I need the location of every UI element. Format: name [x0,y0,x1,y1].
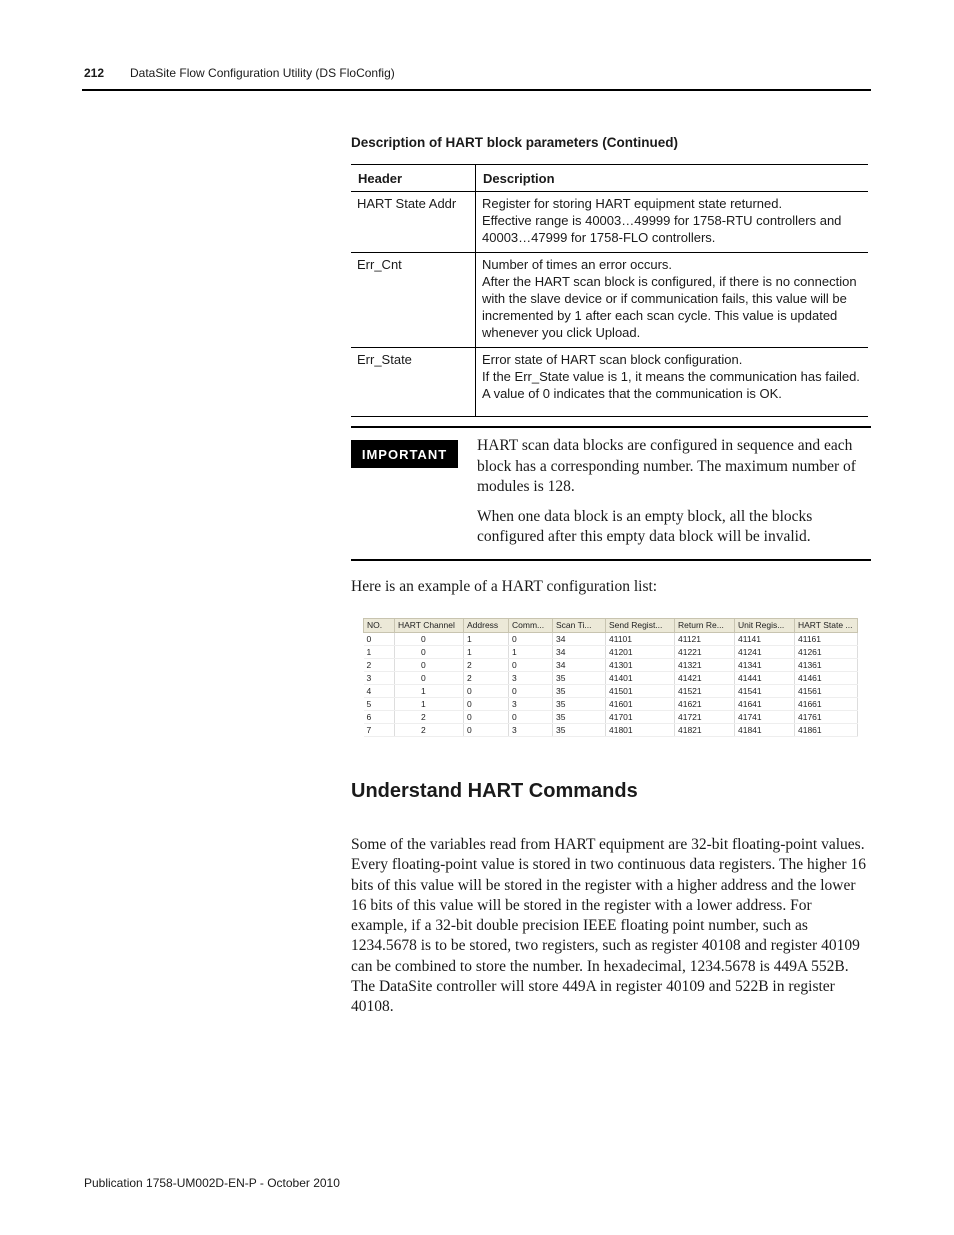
important-rule-bottom [351,559,871,561]
important-rule-top [351,426,871,428]
list-cell: 3 [509,698,553,711]
list-cell: 41621 [675,698,735,711]
list-cell: 41241 [735,646,795,659]
list-row[interactable] [364,711,858,724]
list-cell: 2 [464,659,509,672]
list-row[interactable] [364,685,858,698]
hart-parameter-table [351,164,868,417]
param-description [476,348,869,417]
list-cell: 0 [464,698,509,711]
list-cell: 41201 [606,646,675,659]
list-column-header[interactable]: HART State ... [795,619,858,633]
description-line: Register for storing HART equipment state returned. [482,196,783,211]
param-name: Err_Cnt [351,253,476,348]
important-text [477,436,867,557]
list-cell: 41401 [606,672,675,685]
list-cell: 2 [395,724,464,737]
list-cell: 35 [553,698,606,711]
list-cell: 1 [464,646,509,659]
list-cell: 1 [509,646,553,659]
param-name: HART State Addr [351,192,476,253]
description-line: A value of 0 indicates that the communication is OK. [482,386,782,401]
list-column-header[interactable]: HART Channel [395,619,464,633]
important-badge: IMPORTANT [351,440,458,468]
header-rule [82,89,871,91]
list-cell: 34 [553,633,606,646]
list-cell: 4 [364,685,395,698]
list-cell: 0 [464,685,509,698]
hart-configuration-list [363,618,858,737]
list-cell: 41561 [795,685,858,698]
list-cell: 0 [395,646,464,659]
list-cell: 0 [395,633,464,646]
list-cell: 41541 [735,685,795,698]
list-column-header[interactable]: Scan Ti... [553,619,606,633]
param-description [476,253,869,348]
list-row[interactable] [364,646,858,659]
table-row [351,192,868,253]
list-cell: 41841 [735,724,795,737]
list-cell: 41101 [606,633,675,646]
list-cell: 6 [364,711,395,724]
description-line: Number of times an error occurs. [482,257,673,272]
list-cell: 35 [553,672,606,685]
table-row [351,253,868,348]
list-cell: 3 [509,672,553,685]
list-cell: 0 [395,672,464,685]
list-cell: 41861 [795,724,858,737]
list-row[interactable] [364,633,858,646]
list-column-header[interactable]: Send Regist... [606,619,675,633]
list-cell: 41441 [735,672,795,685]
list-cell: 41221 [675,646,735,659]
list-cell: 0 [509,685,553,698]
table-caption: Description of HART block parameters (Continued) [351,135,679,150]
list-cell: 34 [553,646,606,659]
running-title: DataSite Flow Configuration Utility (DS FloConfig) [130,66,395,80]
list-cell: 41801 [606,724,675,737]
body-paragraph: Some of the variables read from HART equipment are 32-bit floating-point values. Every floating-point value is stored in two continuous data registers. The higher 16 bits of this value will be stored in the register with a higher address and the lower 16 bits of this value will be stored in the register with a lower address. For example, if a 32-bit double precision IEEE floating point number, such as 1234.5678 is to be stored, two registers, such as register 40108 and register 40109 can be combined to store the number. In hexadecimal, 1234.5678 is 449A 552B. The DataSite controller will store 449A in register 40109 and 522B in register 40108. [351,836,866,1016]
section-title: Understand HART Commands [351,780,638,802]
section-body [351,835,871,1018]
example-intro: Here is an example of a HART configuration list: [351,578,658,595]
list-cell: 41701 [606,711,675,724]
list-cell: 35 [553,724,606,737]
table-row [351,348,868,417]
list-cell: 35 [553,685,606,698]
list-cell: 0 [464,724,509,737]
list-cell: 41301 [606,659,675,672]
list-cell: 41321 [675,659,735,672]
list-column-header[interactable]: Address [464,619,509,633]
list-cell: 41141 [735,633,795,646]
param-description [476,192,869,253]
column-header: Header [351,165,476,192]
list-cell: 7 [364,724,395,737]
list-cell: 35 [553,711,606,724]
description-line: Effective range is 40003…49999 for 1758-RTU controllers and 40003…47999 for 1758-FLO controllers. [482,213,842,245]
list-column-header[interactable]: Return Re... [675,619,735,633]
important-paragraph: HART scan data blocks are configured in sequence and each block has a corresponding number. The maximum number of modules is 128. [477,437,856,495]
list-cell: 41641 [735,698,795,711]
list-cell: 5 [364,698,395,711]
list-row[interactable] [364,672,858,685]
param-name: Err_State [351,348,476,417]
description-line: After the HART scan block is configured, if there is no connection with the slave device or if communication fails, this value will be incremented by 1 after each scan cycle. This value is updated whenever you click Upload. [482,274,857,340]
list-cell: 3 [509,724,553,737]
list-cell: 41421 [675,672,735,685]
list-cell: 1 [395,685,464,698]
list-cell: 1 [395,698,464,711]
list-cell: 3 [364,672,395,685]
list-row[interactable] [364,659,858,672]
description-line: If the Err_State value is 1, it means the communication has failed. [482,369,860,384]
list-cell: 1 [464,633,509,646]
list-cell: 34 [553,659,606,672]
list-cell: 2 [395,711,464,724]
list-cell: 41501 [606,685,675,698]
list-column-header[interactable]: Unit Regis... [735,619,795,633]
list-cell: 0 [509,659,553,672]
page-number: 212 [84,66,105,80]
list-cell: 41341 [735,659,795,672]
list-cell: 41761 [795,711,858,724]
list-cell: 41721 [675,711,735,724]
list-cell: 41821 [675,724,735,737]
column-header: Description [476,165,869,192]
list-cell: 0 [364,633,395,646]
list-row[interactable] [364,724,858,737]
list-cell: 41261 [795,646,858,659]
list-cell: 0 [464,711,509,724]
list-cell: 1 [364,646,395,659]
list-cell: 0 [509,633,553,646]
list-cell: 41601 [606,698,675,711]
list-cell: 41161 [795,633,858,646]
publication-footer: Publication 1758-UM002D-EN-P - October 2010 [84,1176,340,1190]
list-cell: 2 [464,672,509,685]
list-cell: 41661 [795,698,858,711]
table-header-row [351,165,868,192]
list-cell: 0 [509,711,553,724]
list-column-header[interactable]: NO. [364,619,395,633]
important-paragraph: When one data block is an empty block, all the blocks configured after this empty data block will be invalid. [477,507,813,545]
description-line: Error state of HART scan block configuration. [482,352,743,367]
list-cell: 41741 [735,711,795,724]
list-cell: 2 [364,659,395,672]
list-cell: 41461 [795,672,858,685]
list-column-header[interactable]: Comm... [509,619,553,633]
list-cell: 0 [395,659,464,672]
list-cell: 41521 [675,685,735,698]
list-header-row [364,619,858,633]
list-row[interactable] [364,698,858,711]
list-cell: 41121 [675,633,735,646]
list-cell: 41361 [795,659,858,672]
